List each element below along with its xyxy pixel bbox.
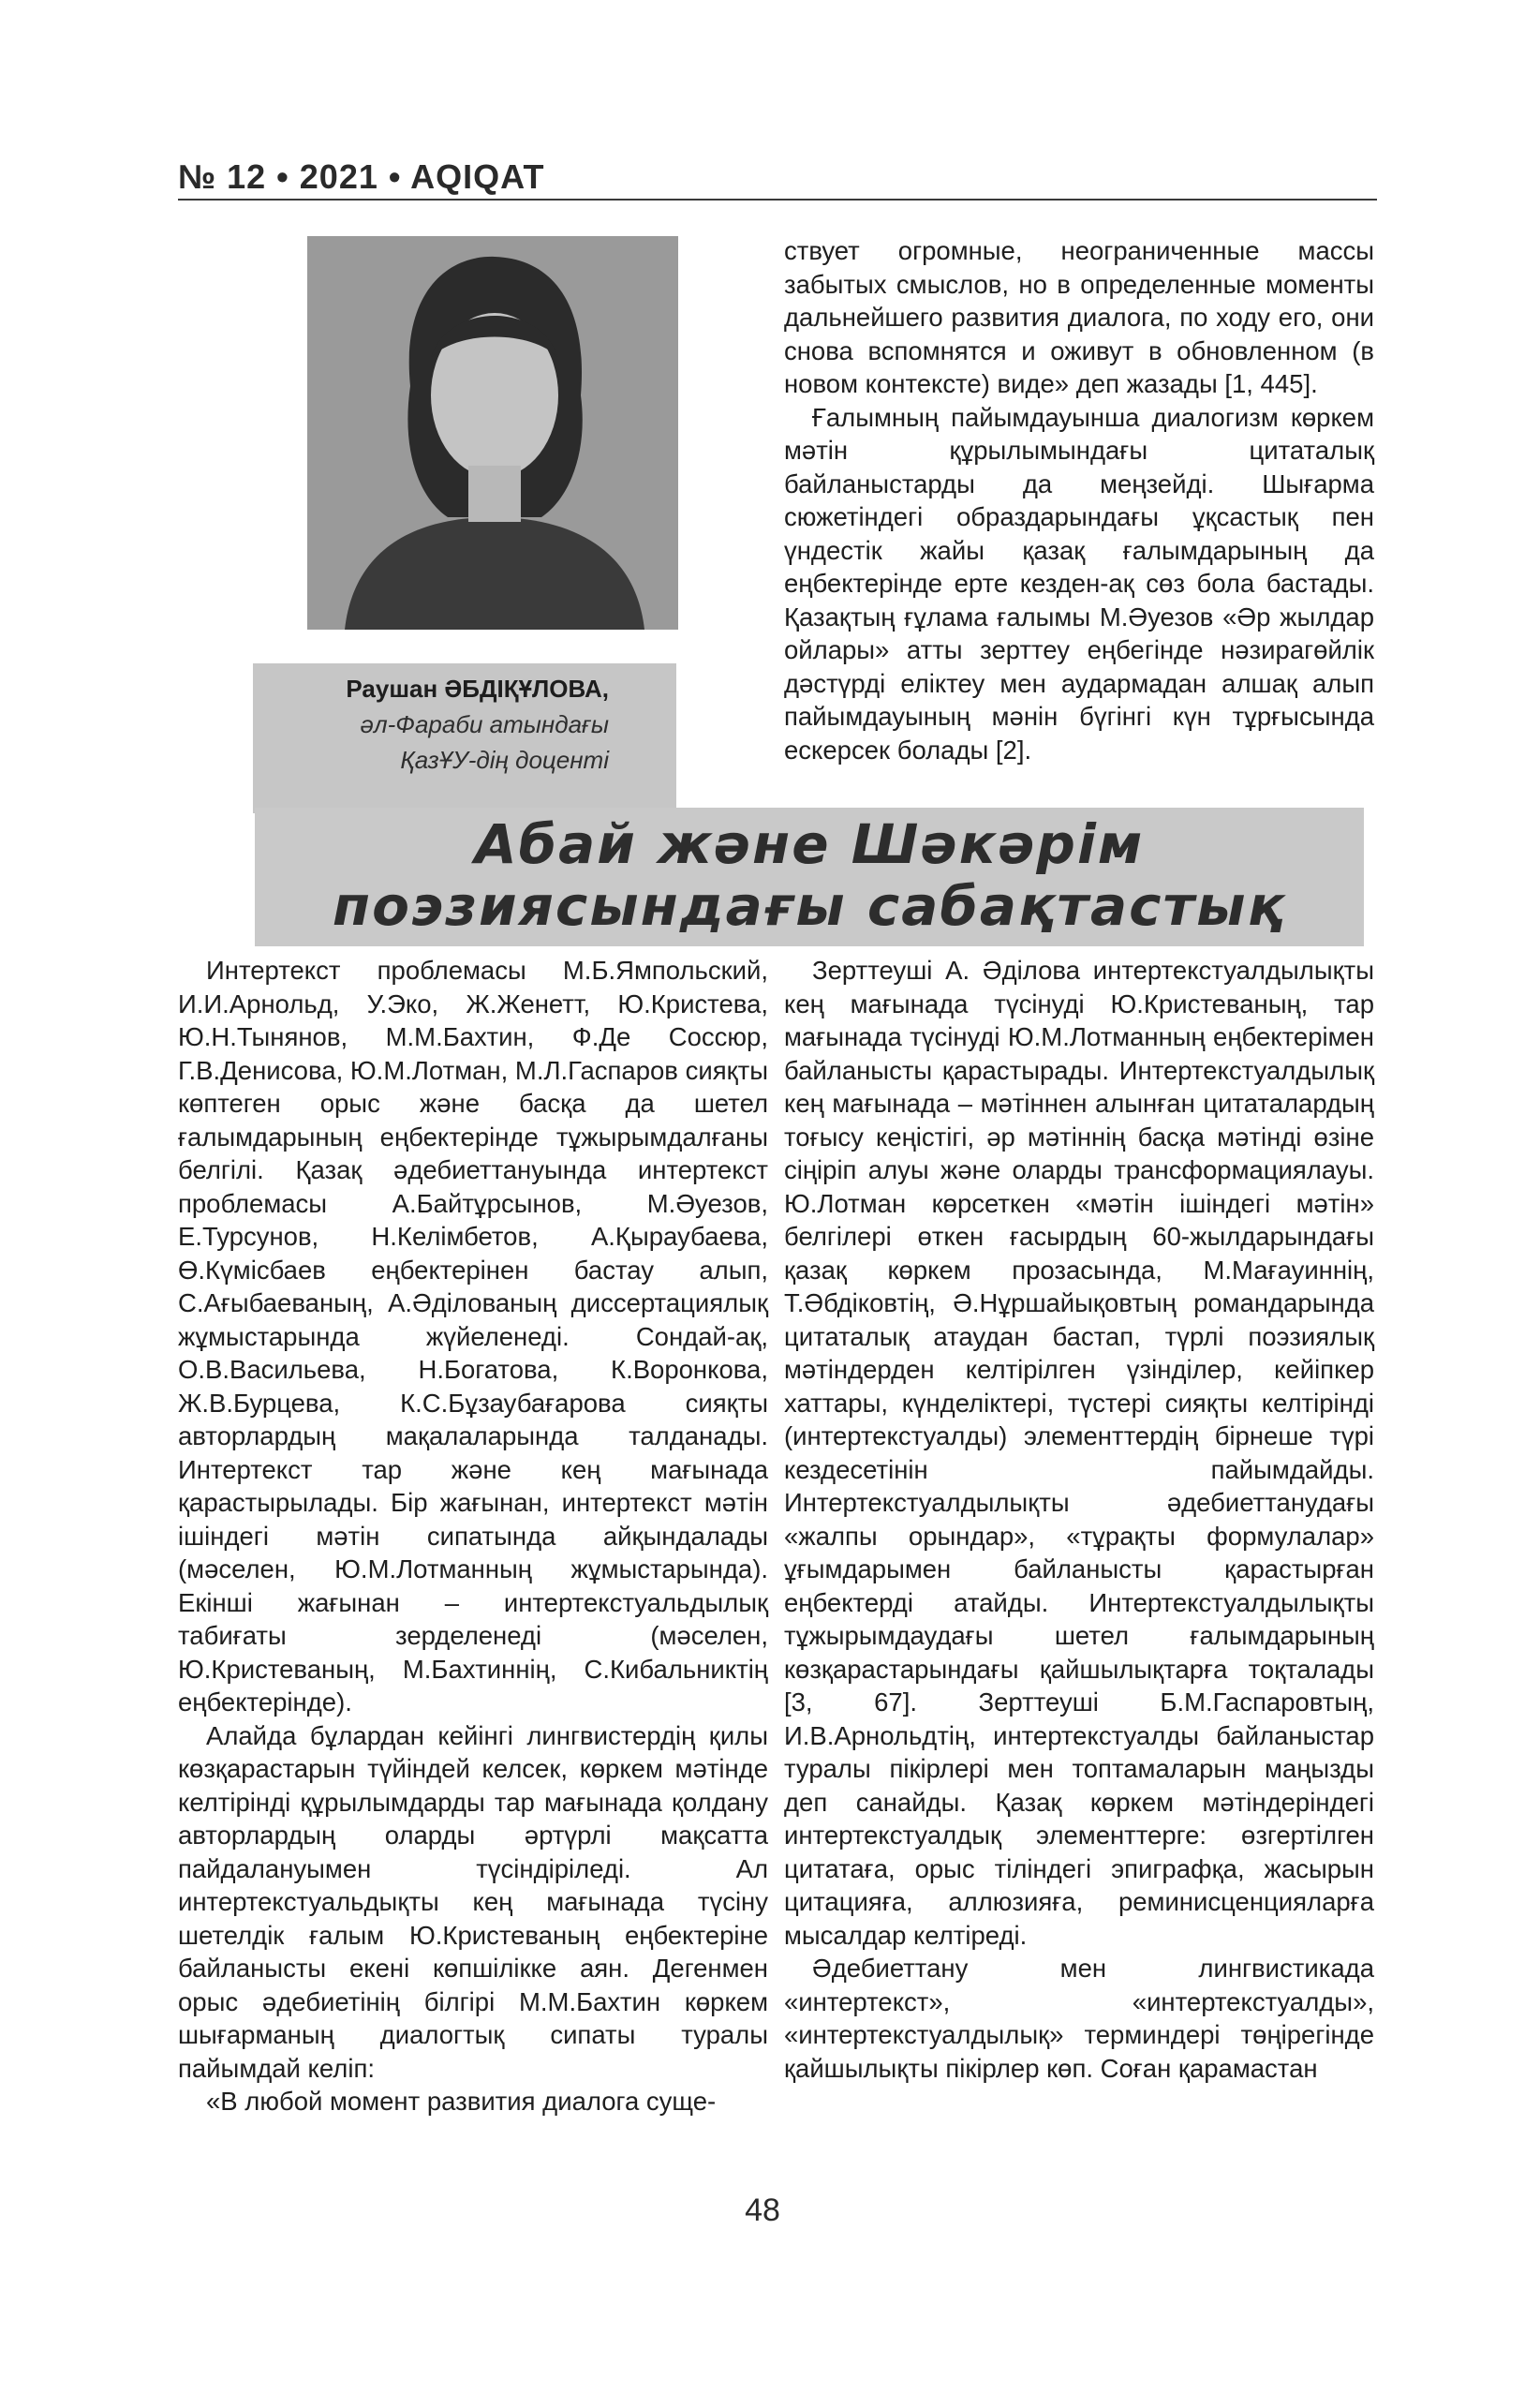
author-affiliation-line1: әл-Фараби атындағы bbox=[360, 710, 609, 738]
paragraph: Алайда бұлардан кейінгі лингвистердің қилы көзқарастарын түйіндей келсек, көркем мәтінде келтірінді құрылымдарды тар мағынада қолдану авторлардың оларды әртүрлі мақсатта пайдалануымен түсіндіріледі. Ал интертекстуальдықты кең мағынада түсіну шетелдік ғалым Ю.Кристеваның еңбектеріне байланысты екені көпшілікке аян. Дегенмен орыс әдебиетінің білгірі М.М.Бахтин көркем шығарманың диалогтық сипаты туралы пайымдай келіп: bbox=[178, 1720, 768, 2083]
paragraph: ствует огромные, неограниченные массы забытых смыслов, но в определенные моменты дальнейшего развития диалога, по ходу его, они снова вспомнятся и оживут в обновленном (в новом контексте) виде» деп жазады [1, 445]. bbox=[784, 236, 1374, 398]
article-title-line1: Абай және Шәкәрім bbox=[474, 812, 1145, 876]
author-caption bbox=[281, 671, 609, 778]
author-photo bbox=[307, 236, 678, 630]
article-title-line2: поэзиясындағы сабақтастық bbox=[333, 874, 1286, 938]
author-affiliation-line2: ҚазҰУ-дің доценті bbox=[400, 746, 609, 774]
paragraph: Интертекст проблемасы М.Б.Ямпольский, И.И.Арнольд, У.Эко, Ж.Женетт, Ю.Кристева, Ю.Н.Тынянов, М.М.Бахтин, Ф.Де Соссюр, Г.В.Денисова, Ю.М.Лотман, М.Л.Гаспаров сияқты көптеген орыс және басқа да шетел ғалымдарының еңбектерінде тұжырымдалғаны белгілі. Қазақ әдебиеттануында интертекст проблемасы А.Байтұрсынов, М.Әуезов, Е.Турсунов, Н.Келімбетов, А.Қыраубаева, Ө.Күмісбаев еңбектерінен бастау алып, С.Ағыбаеваның, А.Әділованың диссертациялық жұмыстарында жүйеленеді. Сондай-ақ, О.В.Васильева, Н.Богатова, К.Воронкова, Ж.В.Бурцева, К.С.Бұзаубағарова сияқты авторлардың мақалаларында талданады. Интертекст тар және кең мағынада қарастырылады. Бір жағынан, интертекст мәтін ішіндегі мәтін сипатында айқындалады (мәселен, Ю.М.Лотманның жұмыстарында). Екінші жағынан – интертекстуальдылық табиғаты зерделенеді (мәселен, Ю.Кристеваның, М.Бахтиннің, С.Кибальниктің еңбектерінде). bbox=[178, 956, 768, 1717]
author-name: Раушан ӘБДІҚҰЛОВА, bbox=[346, 675, 609, 703]
article-title bbox=[255, 813, 1364, 937]
header-rule bbox=[178, 199, 1377, 201]
paragraph: Зерттеуші А. Әділова интертекстуалдылықты кең мағынада түсінуді Ю.Кристеваның, тар мағынада түсінуді Ю.М.Лотманның еңбектерімен байланысты қарастырады. Интертекстуалдылық кең мағынада – мәтіннен алынған цитаталардың тоғысу кеңістігі, әр мәтіннің басқа мәтінді өзіне сіңіріп алуы және оларды трансформациялауы. Ю.Лотман көрсеткен «мәтін ішіндегі мәтін» белгілері өткен ғасырдың 60-жылдарындағы қазақ көркем прозасында, М.Мағауиннің, Т.Әбдіковтің, Ә.Нұршайықовтың романдарында цитаталық атаудан бастап, түрлі поэзиялық мәтіндерден келтірілген үзінділер, кейіпкер хаттары, күнделіктері, түстері сияқты келтірінді (интертекстуалды) элементтердің бірнеше түрі кездесетінін пайымдайды. Интертекстуалдылықты әдебиеттанудағы «жалпы орындар», «тұрақты формулалар» ұғымдарымен байланысты қарастырған еңбектерді атайды. Интертекстуалдылықты тұжырымдаудағы шетел ғалымдарының көзқарастарындағы қайшылықтарға тоқталады [3, 67]. Зерттеуші Б.М.Гаспаровтың, И.В.Арнольдтің, интертекстуалды байланыстар туралы пікірлері мен топтамаларын маңызды деп санайды. Қазақ көркем мәтіндеріндегі интертекстуалдық элементтерге: өзгертілген цитатаға, орыс тіліндегі эпиграфқа, жасырын цитацияға, аллюзияға, реминисценцияларға мысалдар келтіреді. bbox=[784, 956, 1374, 1950]
paragraph: «В любой момент развития диалога суще- bbox=[206, 2087, 717, 2116]
paragraph: Әдебиеттану мен лингвистикада «интертекст», «интертекстуалды», «интертекстуалдылық» терминдері төңірегінде қайшылықты пікірлер көп. Соған қарамастан bbox=[784, 1954, 1374, 2083]
paragraph: Ғалымның пайымдауынша диалогизм көркем мәтін құрылымындағы цитаталық байланыстарды да меңзейді. Шығарма сюжетіндегі образдарындағы ұқсастық пен үндестік жайы қазақ ғалымдарының да еңбектерінде ерте кезден-ақ сөз бола бастады. Қазақтың ғұлама ғалымы М.Әуезов «Әр жылдар ойлары» атты зерттеу еңбегінде нәзирагөйлік дәстүрді еліктеу мен аудармадан алшақ алып пайымдауының мәнін бүгінгі күн тұрғысында ескерсек болады [2]. bbox=[784, 402, 1374, 765]
top-right-column bbox=[784, 234, 1374, 766]
page-number: 48 bbox=[745, 2192, 780, 2228]
journal-header: № 12 • 2021 • AQIQAT bbox=[178, 157, 545, 196]
left-column bbox=[178, 954, 768, 2118]
right-column bbox=[784, 954, 1374, 2085]
